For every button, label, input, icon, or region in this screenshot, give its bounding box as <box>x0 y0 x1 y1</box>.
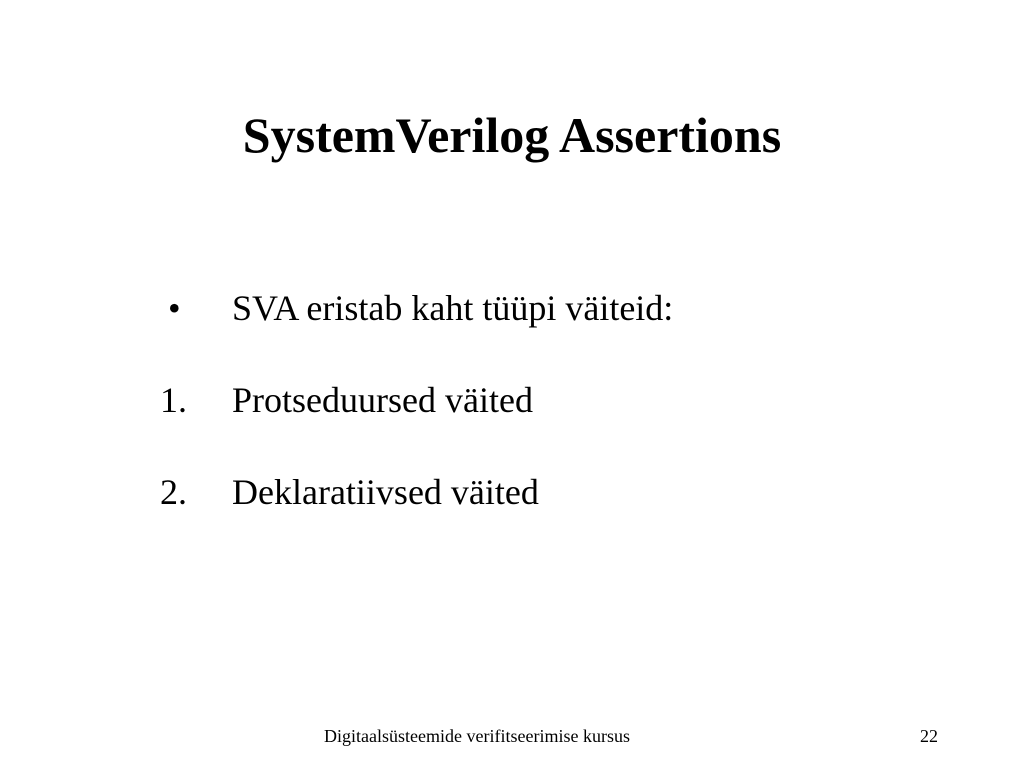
list-item-text: Protseduursed väited <box>232 380 533 420</box>
page-number: 22 <box>920 726 938 746</box>
bullet-list <box>160 280 920 556</box>
list-number: 1. <box>160 380 187 420</box>
list-item <box>160 280 920 336</box>
list-item-text: SVA eristab kaht tüüpi väiteid: <box>232 288 674 328</box>
list-item-text: Deklaratiivsed väited <box>232 472 539 512</box>
list-item <box>160 464 920 520</box>
list-item <box>160 372 920 428</box>
list-number: 2. <box>160 472 187 512</box>
footer-text: Digitaalsüsteemide verifitseerimise kursus <box>324 726 630 746</box>
bullet-marker: • <box>168 288 181 328</box>
slide-footer <box>0 722 1024 750</box>
slide-title: SystemVerilog Assertions <box>242 107 782 163</box>
